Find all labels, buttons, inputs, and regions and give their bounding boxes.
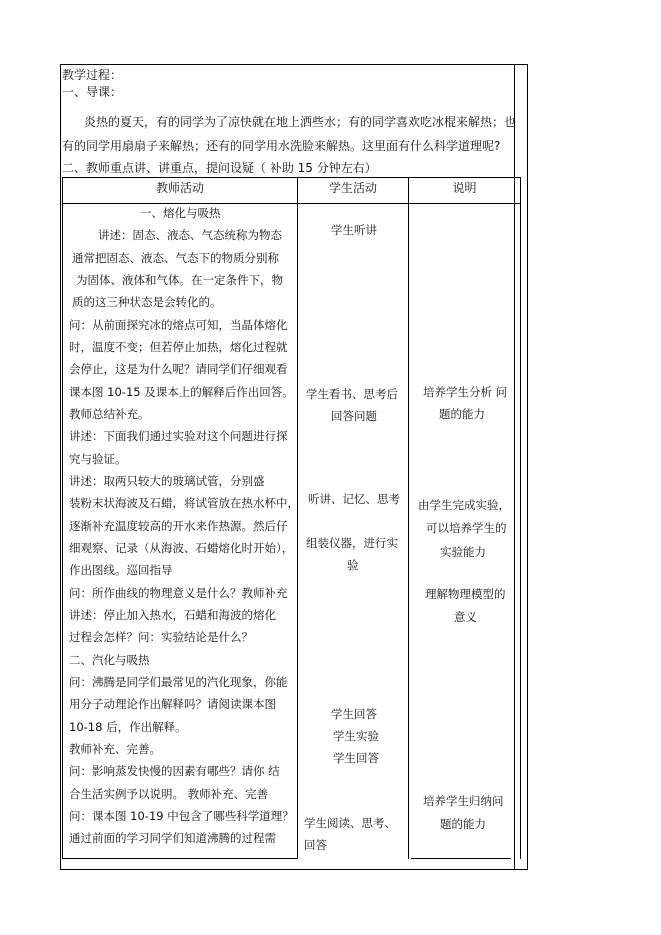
note-line: 题的能力	[439, 407, 485, 421]
teacher-line: 讲述：取两只较大的玻璃试管，分别盛	[69, 474, 265, 488]
section-teaching-heading: 二、教师重点讲、讲重点，提问设疑（ 补助 15 分钟左右）	[62, 161, 377, 175]
teacher-line: 问：课本图 10-19 中包含了哪些科学道理？	[69, 809, 294, 823]
student-line: 学生实验	[333, 729, 379, 743]
outer-left-border	[60, 64, 61, 870]
teacher-line: 过程会怎样？问：实验结论是什么？	[69, 630, 253, 644]
teacher-line: 为固体、液体和气体。在一定条件下，物	[76, 273, 283, 287]
table-right-border	[520, 177, 521, 859]
student-line: 验	[347, 558, 359, 572]
teacher-line: 问：所作曲线的物理意义是什么？教师补充	[69, 586, 288, 600]
header-notes: 说明	[452, 181, 477, 195]
header-student-activity: 学生活动	[328, 181, 377, 195]
teacher-line: 课本图 10-15 及课本上的解释后作出回答。	[69, 385, 294, 399]
table-header-divider	[62, 203, 521, 204]
student-line: 回答问题	[331, 409, 377, 423]
teacher-line: 讲述：停止加入热水，石蜡和海波的熔化	[69, 608, 276, 622]
outer-bottom-border	[60, 869, 528, 870]
note-line: 培养学生分析 问	[423, 385, 508, 399]
note-line: 意义	[454, 610, 477, 624]
teacher-line: 讲述：固态、液态、气态统称为物态	[98, 228, 282, 242]
teacher-line: 细观察、记录（从海波、石蜡熔化时开始），	[69, 541, 294, 555]
teacher-line: 质的这三种状态是会转化的。	[72, 295, 222, 309]
student-line: 学生听讲	[331, 223, 377, 237]
teacher-line: 教师总结补充。	[69, 407, 150, 421]
table-col-divider-1	[297, 177, 298, 859]
teacher-line: 合生活实例予以说明。 教师补充、完善	[69, 787, 269, 801]
teacher-line: 讲述：下面我们通过实验对这个问题进行探	[69, 429, 288, 443]
student-line: 组装仪器，进行实	[306, 536, 398, 550]
teacher-line: 用分子动理论作出解释吗？请阅读课本图	[69, 697, 276, 711]
process-title: 教学过程：	[62, 68, 123, 82]
teacher-line: 10-18 后，作出解释。	[69, 720, 187, 734]
section-intro-heading: 一、导课：	[62, 85, 123, 99]
note-line: 可以培养学生的	[426, 521, 507, 535]
student-line: 学生阅读、思考、	[304, 816, 396, 830]
outer-right-border	[527, 64, 528, 870]
table-top-border	[62, 177, 521, 178]
teacher-line: 时，温度不变；但若停止加热，熔化过程就	[69, 340, 288, 354]
table-col-divider-2	[408, 177, 409, 859]
table-bottom-line-right	[411, 858, 511, 859]
table-bottom-line-left	[62, 858, 298, 859]
note-line: 理解物理模型的	[425, 587, 506, 601]
teacher-line: 问：从前面探究冰的熔点可知，当晶体熔化	[69, 318, 288, 332]
teacher-line: 通常把固态、液态、气态下的物质分别称	[72, 251, 279, 265]
student-line: 学生回答	[333, 751, 379, 765]
intro-paragraph-line2: 有的同学用扇扇子来解热；还有的同学用水洗脸来解热。这里面有什么科学道理呢?	[62, 139, 501, 153]
note-line: 培养学生归纳问	[423, 794, 504, 808]
teacher-line: 会停止，这是为什么呢？请同学们仔细观看	[69, 362, 288, 376]
teacher-line: 装粉末状海波及石蜡，将试管放在热水杯中，	[69, 496, 299, 510]
teacher-line: 问：影响蒸发快慢的因素有哪些？请你 结	[69, 764, 280, 778]
outer-top-border	[60, 64, 528, 65]
student-line: 听讲、记忆、思考	[308, 492, 400, 506]
student-line: 学生看书、思考后	[306, 387, 398, 401]
intro-paragraph-line1: 炎热的夏天，有的同学为了凉快就在地上洒些水；有的同学喜欢吃冰棍来解热；也	[84, 115, 517, 129]
teacher-line: 一、熔化与吸热	[140, 206, 221, 220]
teacher-line: 通过前面的学习同学们知道沸腾的过程需	[69, 831, 276, 845]
header-teacher-activity: 教师活动	[155, 181, 204, 195]
teacher-line: 二、汽化与吸热	[69, 653, 150, 667]
teacher-line: 问：沸腾是同学们最常见的汽化现象，你能	[69, 675, 288, 689]
teacher-line: 究与验证。	[69, 452, 127, 466]
note-line: 实验能力	[440, 545, 486, 559]
teacher-line: 作出图线。巡回指导	[69, 563, 173, 577]
note-line: 题的能力	[440, 817, 486, 831]
teacher-line: 逐渐补充温度较高的开水来作热源。然后仔	[69, 519, 288, 533]
table-left-border	[62, 177, 63, 859]
student-line: 回答	[304, 838, 327, 852]
teacher-line: 教师补充、完善。	[69, 742, 161, 756]
student-line: 学生回答	[331, 707, 377, 721]
note-line: 由学生完成实验，	[418, 498, 510, 512]
